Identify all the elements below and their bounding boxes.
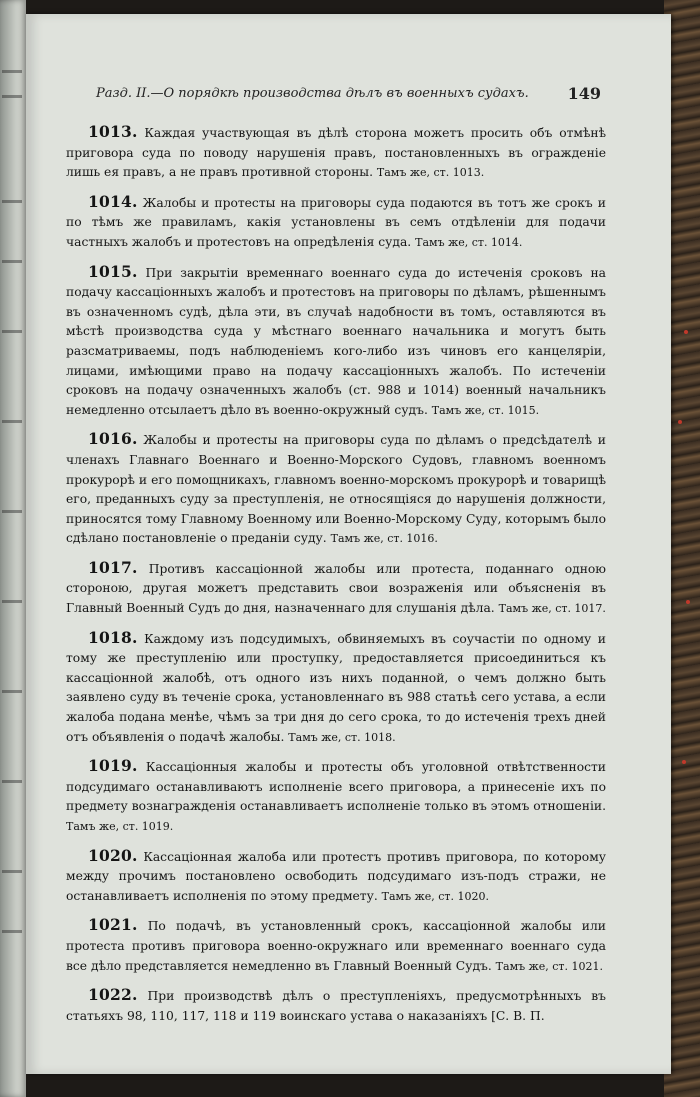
article-number: 1018. xyxy=(88,627,138,647)
article-1021 xyxy=(66,915,606,976)
article-text: При производствѣ дѣлъ о преступленіяхъ, предусмотрѣнныхъ въ статьяхъ 98, 110, 117, 118 и 119 воинскаго устава о наказаніяхъ [С. В. П. xyxy=(66,989,606,1023)
article-1022 xyxy=(66,985,606,1026)
article-1017 xyxy=(66,558,606,619)
article-reference: Тамъ же, ст. 1013. xyxy=(376,166,485,180)
article-number: 1016. xyxy=(88,429,138,449)
article-number: 1015. xyxy=(88,261,138,281)
book-page xyxy=(26,14,671,1074)
article-1020 xyxy=(66,846,606,907)
running-head-title: Разд. II.—О порядкѣ производства дѣлъ въ военныхъ судахъ. xyxy=(96,86,529,101)
article-reference: Тамъ же, ст. 1018. xyxy=(288,730,396,744)
article-number: 1020. xyxy=(88,845,138,865)
article-number: 1022. xyxy=(88,985,138,1005)
article-text: Каждому изъ подсудимыхъ, обвиняемыхъ въ соучастіи по одному и тому же преступленію или проступку, предоставляется присоединиться къ кассаціонной жалобѣ, отъ одного изъ нихъ поданной, о чемъ должно быть заявлено суду въ теченіе срока, установленнаго въ 988 статьѣ сего устава, а если жалоба подана менѣе, чѣмъ за три дня до сего срока, то до истеченія трехъ дней отъ объявленія о подачѣ жалобы. xyxy=(66,631,606,744)
running-head xyxy=(96,86,601,108)
article-1018 xyxy=(66,628,606,748)
article-reference: Тамъ же, ст. 1017. xyxy=(498,602,606,616)
article-text: Каждая участвующая въ дѣлѣ сторона можетъ просить объ отмѣнѣ приговора суда по поводу нарушенія правъ, постановленныхъ въ огражденіе лишь ея правъ, а не правъ противной стороны. xyxy=(66,126,606,180)
left-page-edge xyxy=(0,0,26,1097)
article-number: 1014. xyxy=(88,191,138,211)
article-1013 xyxy=(66,122,606,183)
article-1015 xyxy=(66,262,606,421)
article-reference: Тамъ же, ст. 1015. xyxy=(431,403,540,417)
article-text: Кассаціонная жалоба или протестъ противъ приговора, по которому между прочимъ постановлено освободить подсудимаго изъ-подъ стражи, не останавливаетъ исполненія по этому предмету. xyxy=(66,849,606,903)
article-text: При закрытіи временнаго военнаго суда до истеченія сроковъ на подачу кассаціонныхъ жалобъ и протестовъ на приговоры по дѣламъ, рѣшеннымъ въ означенномъ судѣ, дѣла эти, въ случаѣ надобности въ томъ, оставляются въ мѣстѣ производства суда у мѣстнаго военнаго начальника и могутъ быть разсматриваемы, подъ наблюденіемъ кого-либо изъ чиновъ его канцеляріи, лицами, имѣющими право на подачу кассаціонныхъ жалобъ. По истеченіи сроковъ на подачу означенныхъ жалобъ (ст. 988 и 1014) военный начальникъ немедленно отсылаетъ дѣло въ военно-окружный судъ. xyxy=(66,265,606,417)
article-text: Противъ кассаціонной жалобы или протеста, поданнаго одною стороною, другая можетъ представить свои возраженія или объясненія въ Главный Военный Судъ до дня, назначеннаго для слушанія дѣла. xyxy=(66,561,606,616)
page-body xyxy=(66,122,606,1035)
article-text: Жалобы и протесты на приговоры суда подаются въ тотъ же срокъ и по тѣмъ же правиламъ, какія установлены въ семъ отдѣленіи для подачи частныхъ жалобъ и протестовъ на опредѣленія суда. xyxy=(66,195,606,249)
article-number: 1017. xyxy=(88,557,138,577)
article-number: 1019. xyxy=(88,756,138,776)
article-reference: Тамъ же, ст. 1019. xyxy=(66,820,174,833)
article-1019 xyxy=(66,756,606,836)
article-text: По подачѣ, въ установленный срокъ, кассаціонной жалобы или протеста противъ приговора военно-окружнаго или временнаго военнаго суда все дѣло представляется немедленно въ Главный Военный Судъ. xyxy=(66,919,606,973)
article-reference: Тамъ же, ст. 1020. xyxy=(381,889,489,903)
article-1014 xyxy=(66,192,606,253)
article-text: Жалобы и протесты на приговоры суда по дѣламъ о предсѣдателѣ и членахъ Главнаго Военнаго и Военно-Морского Судовъ, главномъ военномъ прокурорѣ и его помощникахъ, главномъ военно-морскомъ прокурорѣ и товарищѣ его, преданныхъ суду за преступленія, не относящіяся до нарушенія должности, приносятся тому Главному Военному или Военно-Морскому Суду, которымъ было сдѣлано постановленіе о преданіи суду. xyxy=(66,433,606,546)
article-text: Кассаціонныя жалобы и протесты объ уголовной отвѣтственности подсудимаго останавливаютъ исполненіе всего приговора, а принесеніе ихъ по предмету вознагражденія останавливаетъ исполненіе только въ этомъ отношеніи. xyxy=(66,760,606,814)
article-reference: Тамъ же, ст. 1016. xyxy=(330,532,438,546)
article-reference: Тамъ же, ст. 1021. xyxy=(495,959,603,973)
article-number: 1013. xyxy=(88,122,138,141)
article-number: 1021. xyxy=(88,915,138,935)
article-1016 xyxy=(66,429,606,549)
page-number: 149 xyxy=(567,84,601,103)
article-reference: Тамъ же, ст. 1014. xyxy=(415,235,523,249)
